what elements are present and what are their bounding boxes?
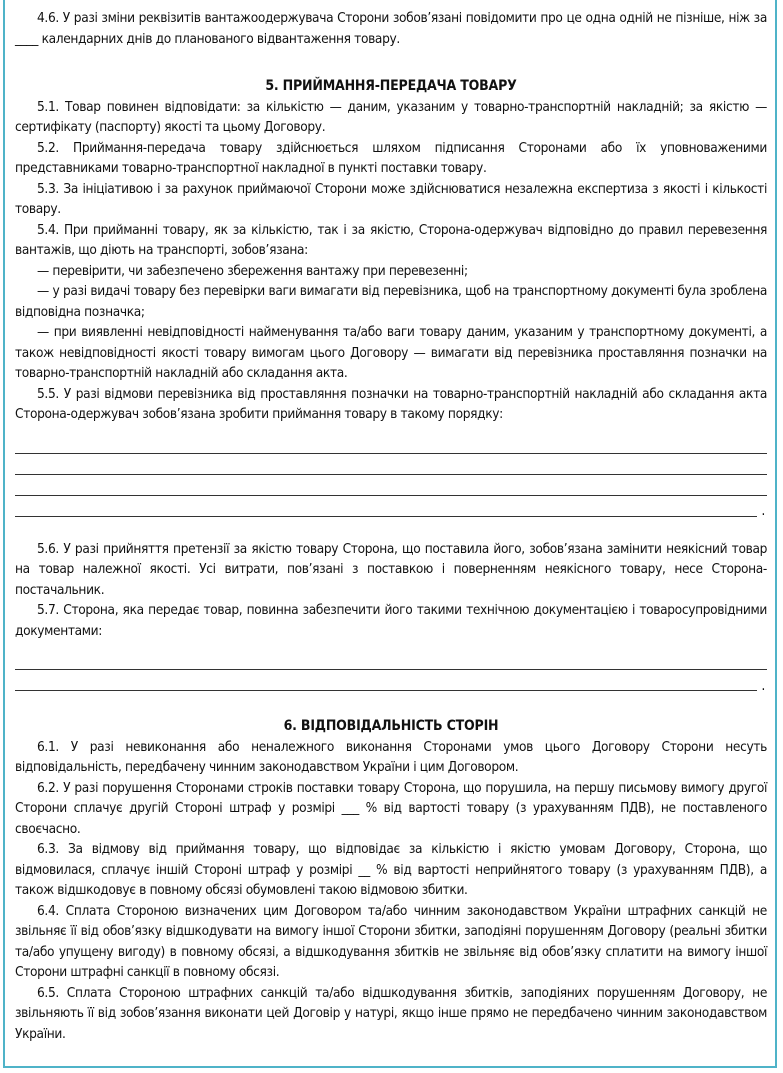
section-6-heading: 6. ВІДПОВІДАЛЬНІСТЬ СТОРІН (283, 718, 499, 734)
blank-line[interactable] (15, 670, 757, 691)
blank-line[interactable] (15, 496, 757, 517)
clause-5-4-item-1: — перевірити, чи забезпечено збереження вантажу при перевезенні; (37, 262, 468, 279)
clause-5-1: 5.1. Товар повинен відповідати: за кількістю — даним, указаним у товарно-транспортній накладній; за якістю — сертифікату (паспорту) якості та цьому Договору. (15, 98, 767, 135)
clause-5-6: 5.6. У разі прийняття претензії за якістю товару Сторона, що поставила його, зобов’язана замінити неякісний товар на товар належної якості. Усі витрати, пов’язані з поставкою і поверненням неякісного товару, несе Сторона-постачальник. (15, 540, 767, 598)
blank-line[interactable] (15, 475, 767, 496)
fill-in-lines-5-7 (15, 649, 767, 691)
spacer (15, 517, 767, 539)
clause-5-4: 5.4. При прийманні товару, як за кількістю, так і за якістю, Сторона-одержувач відповідно до правил перевезення вантажів, що діють на транспорті, зобов’язана: (15, 221, 767, 258)
clause-5-7: 5.7. Сторона, яка передає товар, повинна забезпечити його такими технічною документацією і товаросупровідними документами: (15, 602, 767, 639)
clause-5-3: 5.3. За ініціативою і за рахунок приймаючої Сторони може здійснюватися незалежна експертиза з якості і кількості товару. (15, 180, 767, 217)
clause-6-1: 6.1. У разі невиконання або неналежного виконання Сторонами умов цього Договору Сторони несуть відповідальність, передбачену чинним законодавством України і цим Договором. (15, 738, 767, 775)
clause-5-5: 5.5. У разі відмови перевізника від проставляння позначки на товарно-транспортній накладній або складання акта Сторона-одержувач зобов’язана зробити приймання товару в такому порядку: (15, 385, 767, 422)
clause-4-6: 4.6. У разі зміни реквізитів вантажоодержувача Сторони зобов’язані повідомити про це одна одній не пізніше, ніж за ____ календарних днів до планованого відвантаження товару. (15, 10, 767, 47)
fill-in-lines-5-5 (15, 433, 767, 517)
blank-line[interactable] (15, 649, 767, 670)
blank-line[interactable] (15, 454, 767, 475)
clause-6-3: 6.3. За відмову від приймання товару, що відповідає за кількістю і якістю умовам Договору, Сторона, що відмовилася, сплачує іншій Стороні штраф у розмірі __ % від вартості неприйнятого товару (з урахуванням ПДВ), а також відшкодовує в повному обсязі обумовлені такою відмовою збитки. (15, 841, 767, 898)
clause-5-4-item-2: — у разі видачі товару без перевірки ваги вимагати від перевізника, щоб на транспортному документі була зроблена відповідна позначка; (15, 283, 767, 320)
blank-line[interactable] (15, 433, 767, 454)
contract-document (15, 8, 767, 1044)
section-5-heading: 5. ПРИЙМАННЯ-ПЕРЕДАЧА ТОВАРУ (265, 78, 517, 94)
clause-6-4: 6.4. Сплата Стороною визначених цим Договором та/або чинним законодавством України штрафних санкцій не звільняє її від обов’язку відшкодувати на вимогу іншої Сторони збитки, заподіяні порушенням Договору (реальні збитки та/або упущену вигоду) в повному обсязі, а відшкодування збитків не звільняє від обов’язку сплатити на вимогу іншої Сторони штрафні санкції в повному обсязі. (15, 902, 767, 980)
spacer (15, 49, 767, 76)
clause-6-2: 6.2. У разі порушення Сторонами строків поставки товару Сторона, що порушила, на першу письмову вимогу другої Сторони сплачує другій Стороні штраф у розмірі ___ % від вартості товару (з урахуванням ПДВ), не поставленого своєчасно. (15, 779, 767, 837)
spacer (15, 691, 767, 716)
clause-5-2: 5.2. Приймання-передача товару здійснюється шляхом підписання Сторонами або їх уповноваженими представниками товарно-транспортної накладної в пункті поставки товару. (15, 139, 767, 176)
clause-5-4-item-3: — при виявленні невідповідності найменування та/або ваги товару даним, указаним у транспортному документі, а також невідповідності якості товару вимогам цього Договору — вимагати від перевізника проставляння позначки на товарно-транспортній накладній або складання акта. (15, 324, 767, 381)
clause-6-5: 6.5. Сплата Стороною штрафних санкцій та/або відшкодування збитків, заподіяних порушенням Договору, не звільняють її від зобов’язання виконати цей Договір у натурі, якщо інше прямо не передбачено чинним законодавством України. (15, 984, 767, 1042)
